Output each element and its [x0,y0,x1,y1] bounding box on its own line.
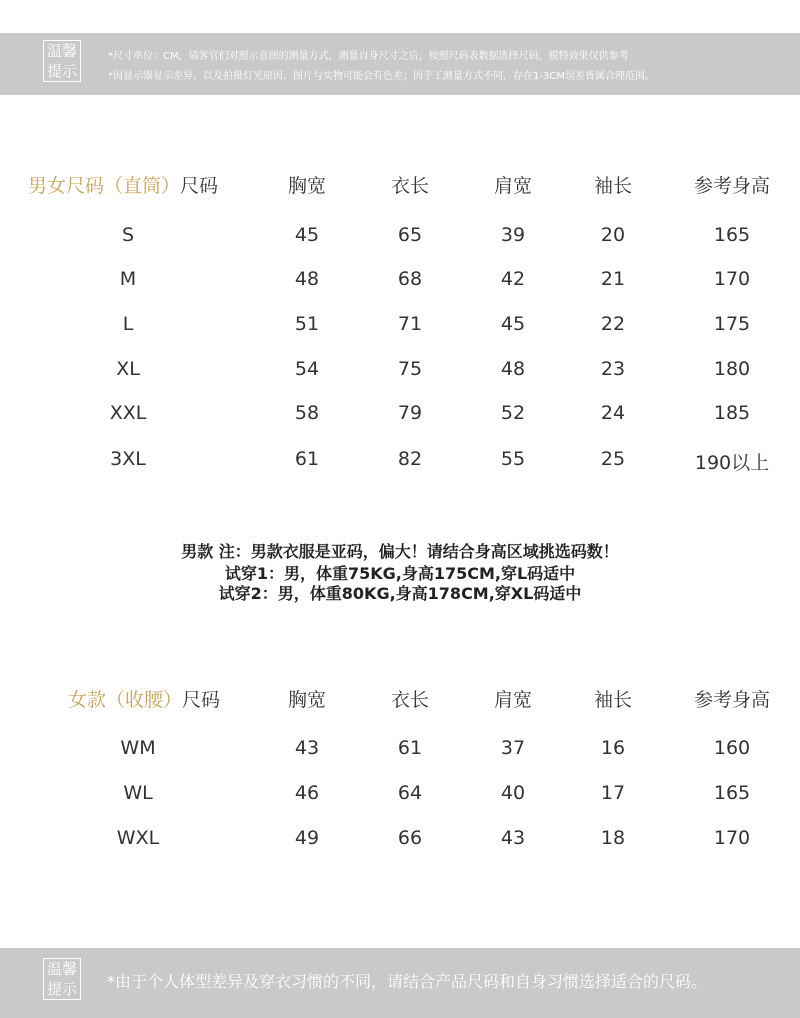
men-header-height: 参考身高 [693,175,771,197]
table-cell: 16 [600,737,626,759]
table-cell: 17 [600,782,626,804]
table-cell: 61 [294,448,320,470]
table-cell: 68 [397,268,423,290]
men-header-length: 衣长 [390,175,430,197]
table-cell: 170 [713,827,751,849]
women-table-header-size: 尺码 [182,689,221,711]
men-table-title-colored: 男女尺码（直筒） [28,175,181,197]
tip-badge [43,40,81,82]
table-cell: 65 [397,224,423,246]
tip-badge [43,958,81,1000]
table-cell: 25 [600,448,626,470]
table-cell: 64 [397,782,423,804]
table-cell: 43 [294,737,320,759]
table-cell: 45 [294,224,320,246]
tip-badge-line2: 提示 [46,980,77,998]
women-header-length: 衣长 [390,689,430,711]
table-cell: 24 [600,402,626,424]
table-cell: 22 [600,313,626,335]
table-cell: 165 [713,224,751,246]
table-cell: L [122,313,134,335]
table-cell: 175 [713,313,751,335]
table-cell: 79 [397,402,423,424]
table-cell: S [121,224,135,246]
table-cell: 37 [500,737,526,759]
men-header-chest: 胸宽 [287,175,327,197]
table-cell: 185 [713,402,751,424]
table-cell: 54 [294,358,320,380]
table-cell: 75 [397,358,423,380]
table-cell: 39 [500,224,526,246]
top-notice-bar [0,33,800,95]
table-cell: 42 [500,268,526,290]
table-cell: 165 [713,782,751,804]
table-cell: 23 [600,358,626,380]
women-header-chest: 胸宽 [287,689,327,711]
table-cell: 180 [713,358,751,380]
table-cell: 160 [713,737,751,759]
table-cell: 48 [294,268,320,290]
trial-note-2: 试穿2：男，体重80KG,身高178CM,穿XL码适中 [218,584,582,603]
table-cell: XXL [109,402,147,424]
table-cell: 51 [294,313,320,335]
tip-badge-line2: 提示 [46,62,77,80]
men-header-shoulder: 肩宽 [493,175,533,197]
tip-badge-line1: 温馨 [46,960,77,978]
women-header-height: 参考身高 [693,689,771,711]
table-cell: XL [116,358,140,380]
men-table-header-size: 尺码 [180,175,219,197]
table-cell: M [119,268,137,290]
table-cell: 170 [713,268,751,290]
table-cell: WL [123,782,153,804]
table-cell: 3XL [110,448,146,470]
trial-note-1: 试穿1：男，体重75KG,身高175CM,穿L码适中 [224,564,576,583]
table-cell: 55 [500,448,526,470]
table-cell: 48 [500,358,526,380]
table-cell: 61 [397,737,423,759]
notice-line-2: *因显示器显示差异，以及拍摄灯光原因，图片与实物可能会有色差；因手工测量方式不同，存在1-3CM误差皆属合理范围。 [108,71,655,82]
table-cell: 40 [500,782,526,804]
table-cell: 71 [397,313,423,335]
women-table-title [68,685,220,712]
women-header-shoulder: 肩宽 [493,689,533,711]
women-header-sleeve: 袖长 [593,689,633,711]
men-table-title [28,171,218,198]
notice-line-1: *尺寸单位：CM，请客官们对照示意图的测量方式，测量自身尺寸之后，按照尺码表数据选择尺码，模特效果仅供参考 [108,51,629,62]
bottom-notice-text: *由于个人体型差异及穿衣习惯的不同，请结合产品尺码和自身习惯选择适合的尺码。 [107,972,708,991]
table-cell: 82 [397,448,423,470]
men-fit-note: 男款 注：男款衣服是亚码，偏大！请结合身高区域挑选码数！ [181,542,619,561]
table-cell: 45 [500,313,526,335]
table-cell: 52 [500,402,526,424]
table-cell: 58 [294,402,320,424]
table-cell: WM [120,737,156,759]
table-cell: WXL [116,827,160,849]
table-cell: 46 [294,782,320,804]
men-header-sleeve: 袖长 [593,175,633,197]
table-cell: 18 [600,827,626,849]
table-cell: 43 [500,827,526,849]
table-cell: 66 [397,827,423,849]
women-table-title-colored: 女款（收腰） [68,689,183,711]
table-cell: 21 [600,268,626,290]
tip-badge-line1: 温馨 [46,42,77,60]
table-cell: 190以上 [694,452,770,474]
table-cell: 20 [600,224,626,246]
table-cell: 49 [294,827,320,849]
